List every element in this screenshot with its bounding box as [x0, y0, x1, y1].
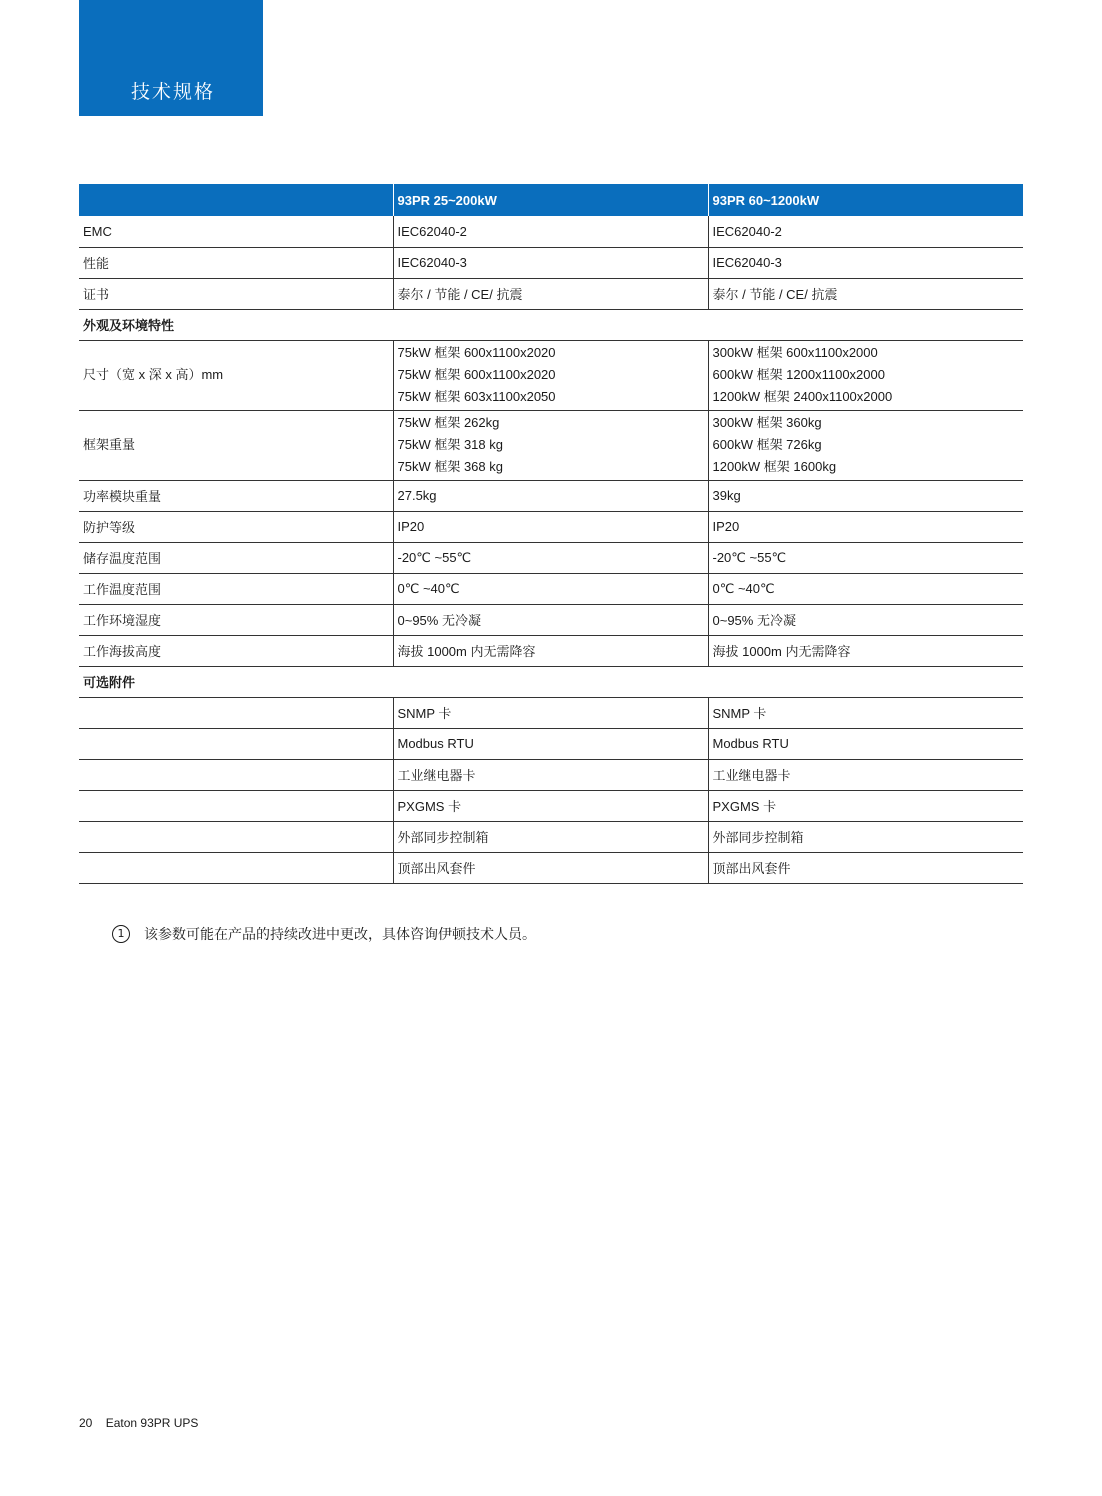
cell: 泰尔 / 节能 / CE/ 抗震	[393, 278, 708, 309]
cell: PXGMS 卡	[708, 790, 1023, 821]
cell: -20℃ ~55℃	[393, 542, 708, 573]
table-row	[79, 759, 1023, 790]
cell: 27.5kg	[393, 480, 708, 511]
row-label	[79, 852, 393, 883]
cell: 0℃ ~40℃	[393, 573, 708, 604]
document-title: Eaton 93PR UPS	[105, 1416, 199, 1430]
cell-line: 300kW 框架 360kg	[712, 415, 822, 430]
cell	[393, 410, 708, 480]
cell: IP20	[393, 511, 708, 542]
table-row	[79, 573, 1023, 604]
cell: 顶部出风套件	[708, 852, 1023, 883]
table-row	[79, 728, 1023, 759]
cell: 0~95% 无冷凝	[393, 604, 708, 635]
row-label	[79, 821, 393, 852]
row-label: 工作海拔高度	[79, 635, 393, 666]
cell	[708, 410, 1023, 480]
cell: 外部同步控制箱	[393, 821, 708, 852]
cell: 顶部出风套件	[393, 852, 708, 883]
cell: 泰尔 / 节能 / CE/ 抗震	[708, 278, 1023, 309]
cell-line: 600kW 框架 1200x1100x2000	[712, 367, 885, 382]
cell: IEC62040-2	[393, 216, 708, 247]
table-header-row	[79, 184, 1023, 216]
row-label: EMC	[79, 216, 393, 247]
cell: 海拔 1000m 内无需降容	[708, 635, 1023, 666]
row-label	[79, 759, 393, 790]
section-row	[79, 309, 1023, 340]
cell: 工业继电器卡	[708, 759, 1023, 790]
section-row	[79, 666, 1023, 697]
table-row	[79, 216, 1023, 247]
cell-line: 75kW 框架 368 kg	[397, 459, 503, 474]
cell	[393, 340, 708, 410]
table-row	[79, 480, 1023, 511]
table-row	[79, 278, 1023, 309]
cell: 海拔 1000m 内无需降容	[393, 635, 708, 666]
cell-line: 1200kW 框架 1600kg	[712, 459, 837, 474]
column-header: 93PR 60~1200kW	[708, 184, 1023, 216]
cell: 外部同步控制箱	[708, 821, 1023, 852]
cell-line: 75kW 框架 318 kg	[397, 437, 503, 452]
table-row	[79, 247, 1023, 278]
table-row	[79, 340, 1023, 410]
row-label: 尺寸（宽 x 深 x 高）mm	[79, 340, 393, 410]
table-row	[79, 542, 1023, 573]
footnote-marker: 1	[112, 925, 130, 943]
column-header	[79, 184, 393, 216]
cell: PXGMS 卡	[393, 790, 708, 821]
column-header: 93PR 25~200kW	[393, 184, 708, 216]
table-row	[79, 410, 1023, 480]
section-header-block	[79, 0, 263, 116]
section-heading-options: 可选附件	[79, 666, 1023, 697]
row-label: 性能	[79, 247, 393, 278]
cell: 0℃ ~40℃	[708, 573, 1023, 604]
cell-line: 600kW 框架 726kg	[712, 437, 822, 452]
row-label: 框架重量	[79, 410, 393, 480]
table-row	[79, 635, 1023, 666]
cell: SNMP 卡	[708, 697, 1023, 728]
cell-line: 1200kW 框架 2400x1100x2000	[712, 389, 893, 404]
cell	[708, 340, 1023, 410]
table-row	[79, 852, 1023, 883]
cell: IEC62040-2	[708, 216, 1023, 247]
cell-line: 75kW 框架 600x1100x2020	[397, 367, 556, 382]
row-label: 储存温度范围	[79, 542, 393, 573]
page-number: 20	[79, 1416, 93, 1430]
row-label: 证书	[79, 278, 393, 309]
table-row	[79, 821, 1023, 852]
cell: Modbus RTU	[708, 728, 1023, 759]
table-row	[79, 604, 1023, 635]
table-row	[79, 697, 1023, 728]
cell: 0~95% 无冷凝	[708, 604, 1023, 635]
footnote	[112, 924, 536, 944]
cell-line: 75kW 框架 600x1100x2020	[397, 345, 556, 360]
row-label: 功率模块重量	[79, 480, 393, 511]
spec-table	[79, 184, 1023, 884]
row-label	[79, 728, 393, 759]
row-label	[79, 790, 393, 821]
table-row	[79, 511, 1023, 542]
cell: IP20	[708, 511, 1023, 542]
table-row	[79, 790, 1023, 821]
cell-line: 300kW 框架 600x1100x2000	[712, 345, 878, 360]
cell: 工业继电器卡	[393, 759, 708, 790]
cell: 39kg	[708, 480, 1023, 511]
section-heading-environment: 外观及环境特性	[79, 309, 1023, 340]
row-label: 工作环境湿度	[79, 604, 393, 635]
cell: IEC62040-3	[708, 247, 1023, 278]
row-label: 工作温度范围	[79, 573, 393, 604]
cell: -20℃ ~55℃	[708, 542, 1023, 573]
cell: SNMP 卡	[393, 697, 708, 728]
cell-line: 75kW 框架 262kg	[397, 415, 500, 430]
cell: Modbus RTU	[393, 728, 708, 759]
row-label	[79, 697, 393, 728]
row-label: 防护等级	[79, 511, 393, 542]
footnote-text: 该参数可能在产品的持续改进中更改，具体咨询伊顿技术人员。	[144, 927, 536, 943]
cell: IEC62040-3	[393, 247, 708, 278]
cell-line: 75kW 框架 603x1100x2050	[397, 389, 556, 404]
page-footer	[79, 1416, 198, 1430]
section-title: 技术规格	[131, 81, 216, 103]
